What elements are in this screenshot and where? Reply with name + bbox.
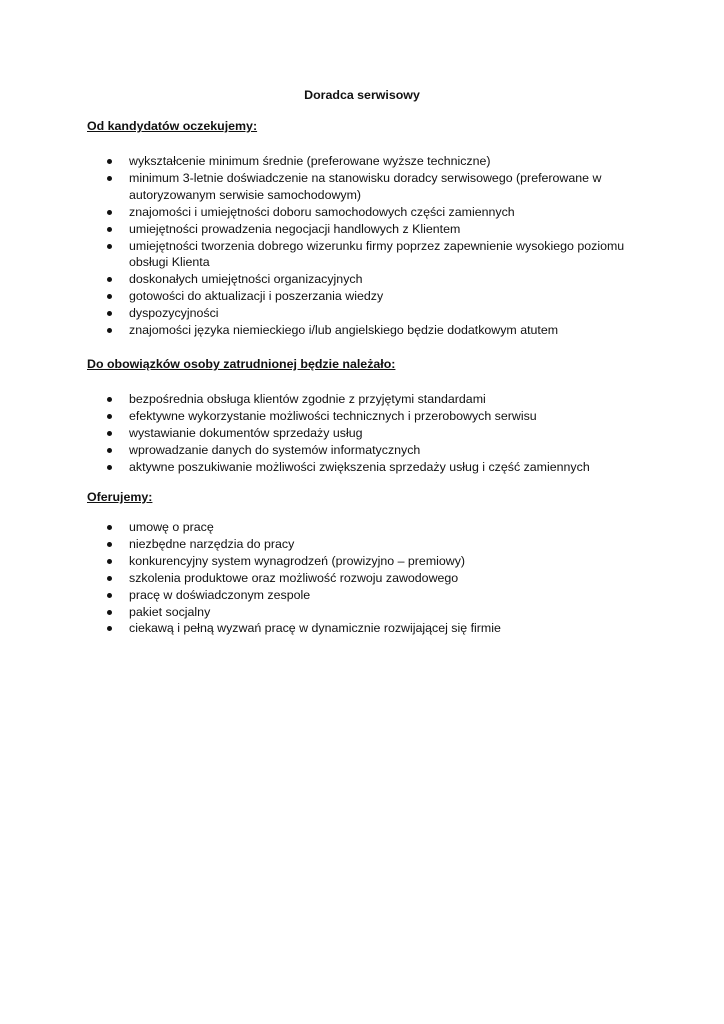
list-item — [87, 425, 647, 442]
bullet-icon — [107, 176, 112, 181]
list-item-text: niezbędne narzędzia do pracy — [129, 536, 295, 551]
list-item — [87, 391, 647, 408]
expectations-list — [87, 153, 647, 339]
list-item — [87, 620, 647, 637]
list-item-text: bezpośrednia obsługa klientów zgodnie z przyjętymi standardami — [129, 392, 486, 406]
bullet-icon — [107, 448, 112, 453]
offer-list — [87, 519, 647, 637]
list-item — [87, 408, 647, 425]
list-item-text: znajomości języka niemieckiego i/lub angielskiego będzie dodatkowym atutem — [129, 323, 559, 338]
list-item-text: pracę w doświadczonym zespole — [129, 587, 311, 602]
bullet-icon — [107, 244, 112, 249]
bullet-icon — [107, 294, 112, 299]
list-item-text: wprowadzanie danych do systemów informatycznych — [129, 442, 421, 457]
list-item — [87, 288, 647, 305]
list-item-text: wykształcenie minimum średnie (preferowane wyższe techniczne) — [129, 154, 491, 168]
list-item-text: umiejętności prowadzenia negocjacji handlowych z Klientem — [129, 221, 461, 236]
bullet-icon — [107, 277, 112, 282]
list-item — [87, 536, 647, 553]
list-item — [87, 519, 647, 536]
bullet-icon — [107, 559, 112, 564]
list-item-text: wystawianie dokumentów sprzedaży usług — [129, 425, 363, 440]
list-item — [87, 170, 647, 204]
list-item-text: szkolenia produktowe oraz możliwość rozwoju zawodowego — [129, 570, 459, 585]
list-item-text: dyspozycyjności — [129, 306, 219, 321]
list-item — [87, 587, 647, 604]
bullet-icon — [107, 159, 112, 164]
bullet-icon — [107, 593, 112, 598]
bullet-icon — [107, 227, 112, 232]
list-item-text: pakiet socjalny — [129, 604, 211, 619]
list-item — [87, 604, 647, 621]
list-item-text: aktywne poszukiwanie możliwości zwiększenia sprzedaży usług i część zamiennych — [129, 459, 590, 474]
list-item-text: konkurencyjny system wynagrodzeń (prowizyjno – premiowy) — [129, 553, 466, 568]
bullet-icon — [107, 431, 112, 436]
list-item-text: umowę o pracę — [129, 520, 214, 534]
bullet-icon — [107, 626, 112, 631]
list-item-text: znajomości i umiejętności doboru samochodowych części zamiennych — [129, 204, 515, 219]
bullet-icon — [107, 542, 112, 547]
list-item — [87, 442, 647, 459]
document-title: Doradca serwisowy — [304, 88, 420, 102]
section-heading-duties: Do obowiązków osoby zatrudnionej będzie należało: — [87, 357, 396, 371]
section-heading-offer: Oferujemy: — [87, 490, 153, 504]
list-item — [87, 305, 647, 322]
list-item — [87, 238, 647, 272]
list-item-text: gotowości do aktualizacji i poszerzania wiedzy — [129, 289, 384, 304]
list-item-text: doskonałych umiejętności organizacyjnych — [129, 272, 363, 287]
section-heading-expectations: Od kandydatów oczekujemy: — [87, 119, 258, 133]
bullet-icon — [107, 610, 112, 615]
list-item — [87, 204, 647, 221]
duties-list — [87, 391, 647, 476]
list-item-text: umiejętności tworzenia dobrego wizerunku firmy poprzez zapewnienie wysokiego poziomu obsługi Klienta — [129, 238, 625, 270]
list-item — [87, 153, 647, 170]
bullet-icon — [107, 397, 112, 402]
bullet-icon — [107, 525, 112, 530]
list-item — [87, 322, 647, 339]
bullet-icon — [107, 576, 112, 581]
bullet-icon — [107, 210, 112, 215]
list-item — [87, 271, 647, 288]
list-item — [87, 570, 647, 587]
list-item-text: minimum 3-letnie doświadczenie na stanowisku doradcy serwisowego (preferowane w autoryzowanym serwisie samochodowym) — [129, 170, 602, 202]
list-item-text: efektywne wykorzystanie możliwości technicznych i przerobowych serwisu — [129, 408, 537, 423]
list-item-text: ciekawą i pełną wyzwań pracę w dynamicznie rozwijającej się firmie — [129, 621, 501, 636]
list-item — [87, 221, 647, 238]
bullet-icon — [107, 465, 112, 470]
bullet-icon — [107, 311, 112, 316]
bullet-icon — [107, 328, 112, 333]
bullet-icon — [107, 414, 112, 419]
list-item — [87, 459, 647, 476]
list-item — [87, 553, 647, 570]
